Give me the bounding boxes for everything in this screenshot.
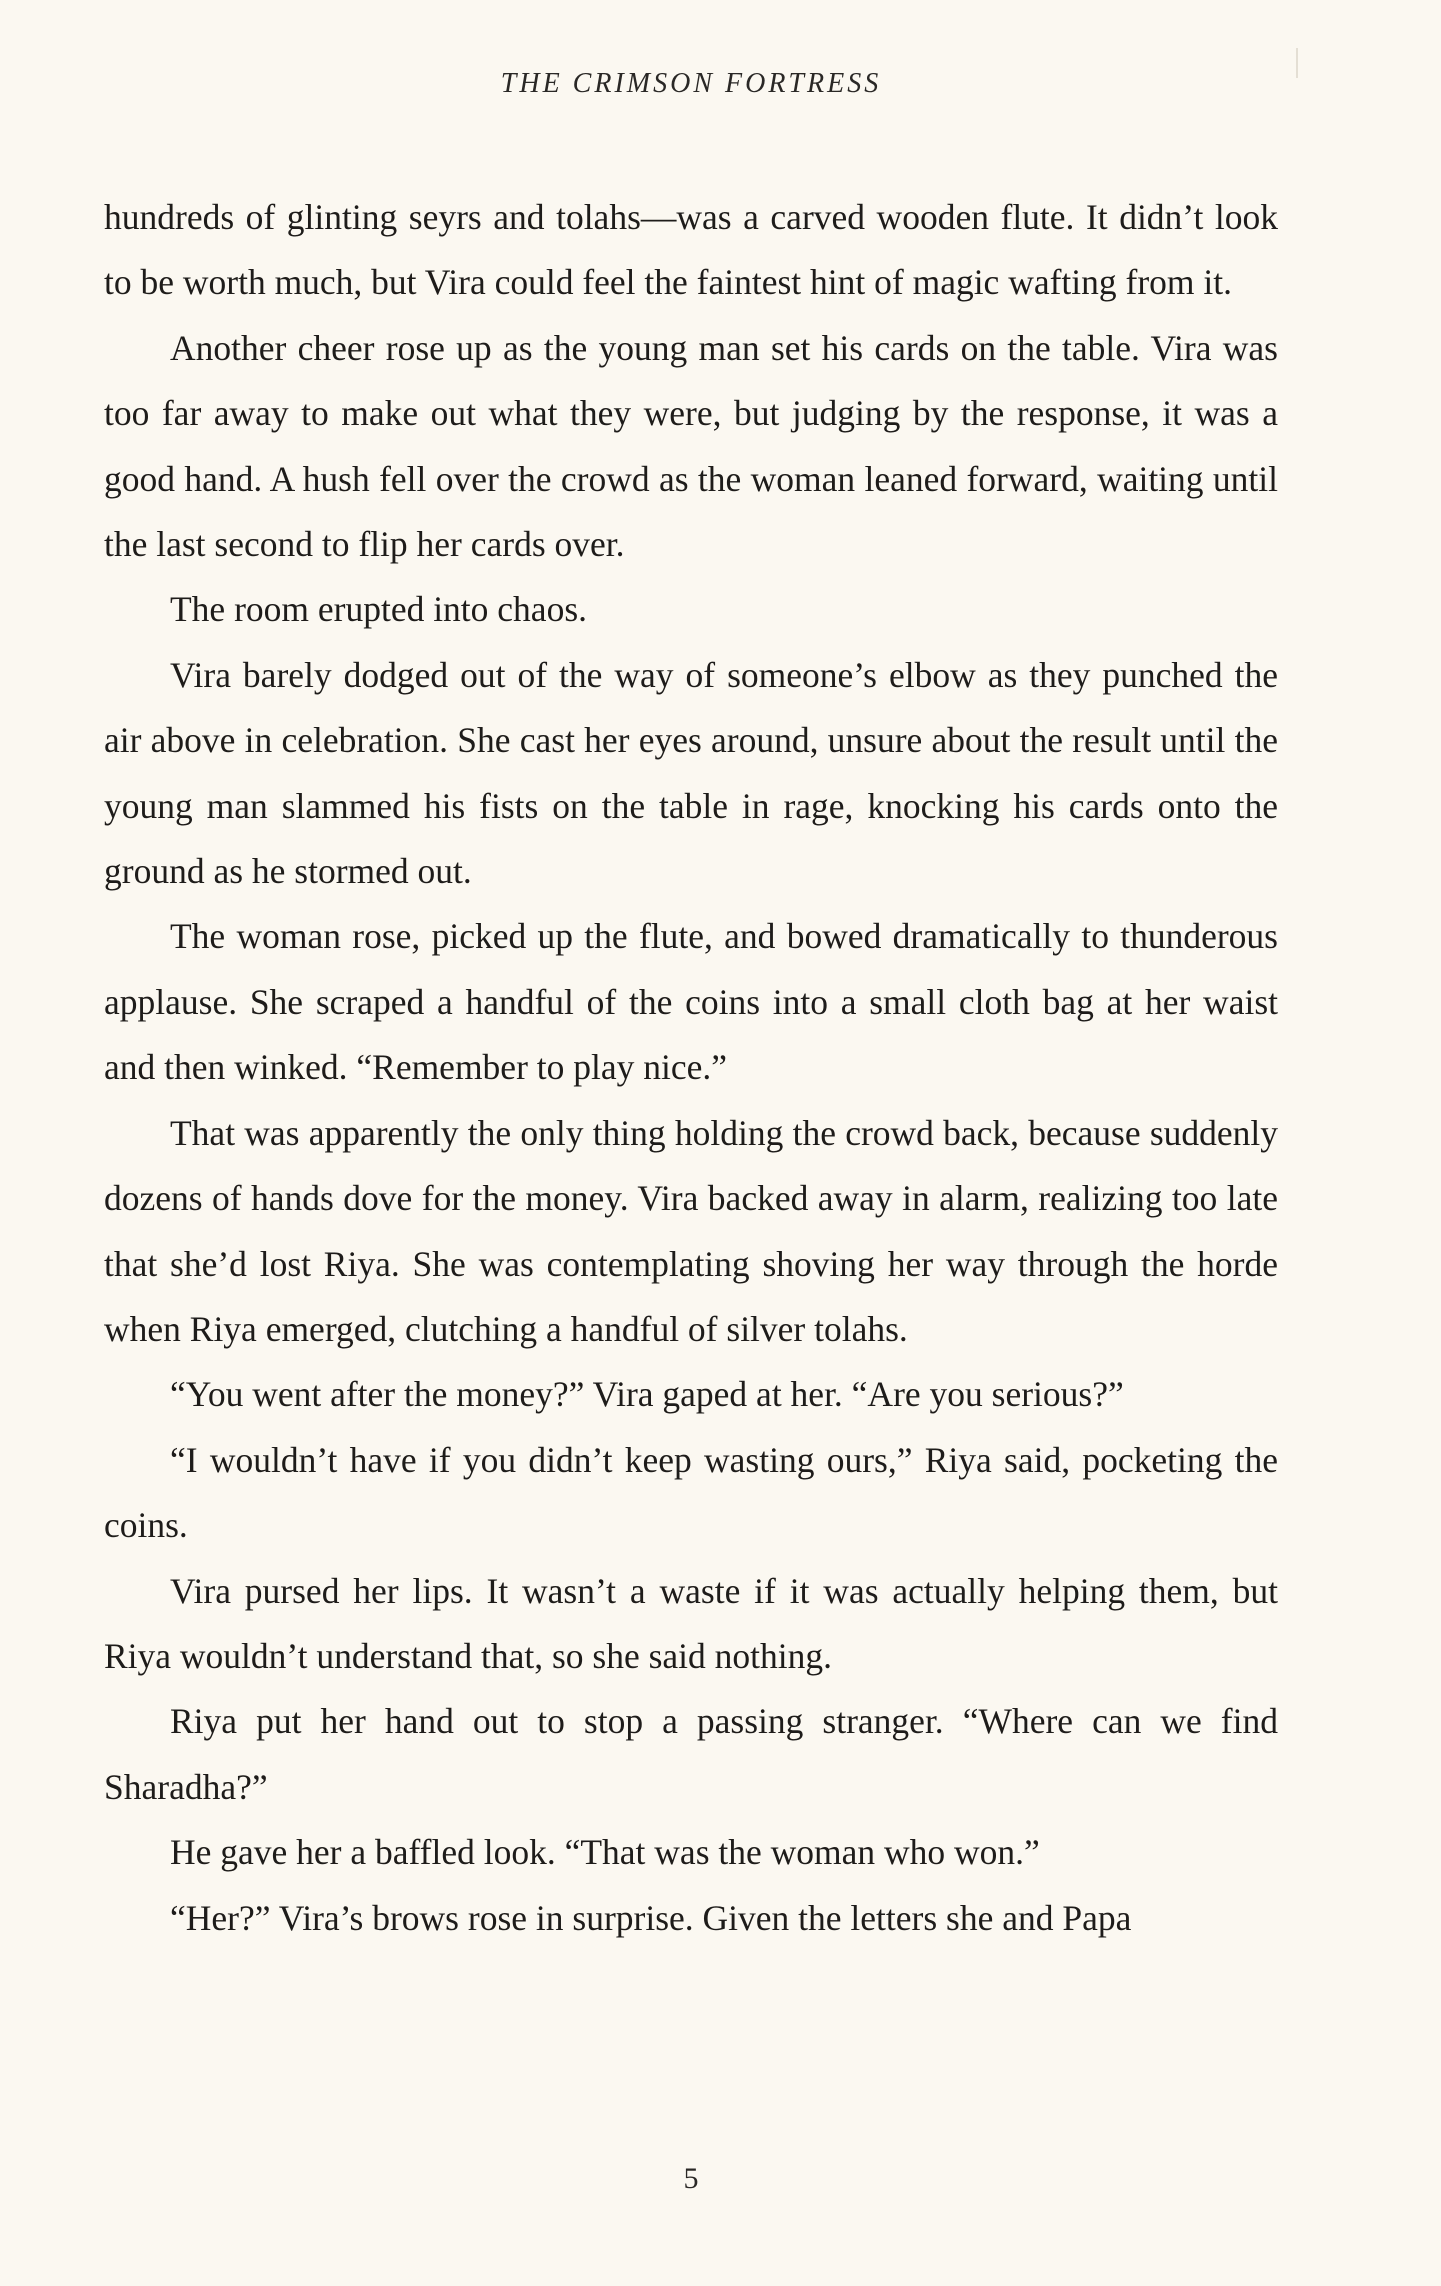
paragraph: Another cheer rose up as the young man set his cards on the table. Vira was too far away to make out what they were, but judging by the response, it was a good hand. A hush fell over the crowd as the woman leaned forward, waiting until the last second to flip her cards over. <box>104 327 1278 565</box>
running-header: THE CRIMSON FORTRESS <box>500 68 882 99</box>
paragraph: The woman rose, picked up the flute, and bowed dramatically to thunderous applause. She scraped a handful of the coins into a small cloth bag at her waist and then winked. “Remember to play nice.” <box>104 916 1278 1088</box>
paragraph: Riya put her hand out to stop a passing stranger. “Where can we find Sharadha?” <box>104 1701 1278 1807</box>
page-number: 5 <box>683 2162 699 2195</box>
paragraph: “You went after the money?” Vira gaped at her. “Are you serious?” <box>170 1374 1124 1415</box>
paragraph: Vira pursed her lips. It wasn’t a waste if it was actually helping them, but Riya wouldn’t understand that, so she said nothing. <box>104 1570 1278 1676</box>
paragraph: “I wouldn’t have if you didn’t keep wasting ours,” Riya said, pocketing the coins. <box>104 1439 1278 1546</box>
paragraph: He gave her a baffled look. “That was the woman who won.” <box>170 1832 1040 1873</box>
paragraph: Vira barely dodged out of the way of someone’s elbow as they punched the air above in celebration. She cast her eyes around, unsure about the result until the young man slammed his fists on the table in rage, knocking his cards onto the ground as he stormed out. <box>104 654 1278 892</box>
paragraph: The room erupted into chaos. <box>170 589 588 630</box>
paragraph: That was apparently the only thing holding the crowd back, because suddenly dozens of hands dove for the money. Vira backed away in alarm, realizing too late that she’d lost Riya. She was contemplating shoving her way through the horde when Riya emerged, clutching a handful of silver tolahs. <box>104 1112 1278 1349</box>
paragraph: “Her?” Vira’s brows rose in surprise. Given the letters she and Papa <box>170 1897 1132 1938</box>
body-text <box>104 185 1278 1951</box>
paragraph: hundreds of glinting seyrs and tolahs—was a carved wooden flute. It didn’t look to be worth much, but Vira could feel the faintest hint of magic wafting from it. <box>104 197 1278 303</box>
